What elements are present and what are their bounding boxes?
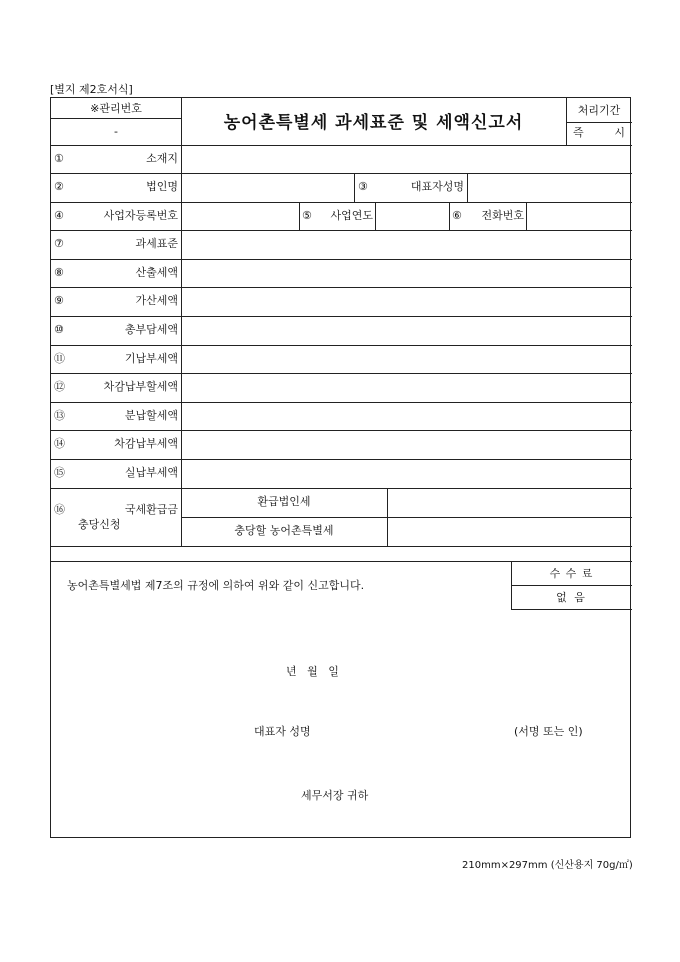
national-tax-refund-label: ⑯국세환급금 xyxy=(54,503,178,516)
net-tax-payable-label: ⑫차감납부할세액 xyxy=(54,380,178,393)
calculated-tax-label: ⑧산출세액 xyxy=(54,266,178,279)
refund-application-label: 충당신청 xyxy=(78,518,121,531)
representative-name-label: ③대표자성명 xyxy=(358,180,464,193)
business-registration-number-label: ④사업자등록번호 xyxy=(54,209,178,222)
fee-label: 수 수 료 xyxy=(549,567,594,580)
corporation-name-label: ②법인명 xyxy=(54,180,178,193)
business-year-label: ⑤사업연도 xyxy=(302,209,373,222)
date-line: 년 월 일 xyxy=(286,665,339,678)
management-number-label: ※관리번호 xyxy=(90,102,142,115)
offset-special-tax-label: 충당할 농어촌특별세 xyxy=(234,524,334,537)
form-title: 농어촌특별세 과세표준 및 세액신고서 xyxy=(223,113,524,133)
prepaid-tax-label: ⑪기납부세액 xyxy=(54,352,178,365)
processing-period-label: 처리기간 xyxy=(577,104,621,117)
processing-period-value: 즉 시 xyxy=(573,126,625,139)
paper-size-note: 210mm×297mm (신산용지 70g/㎡) xyxy=(462,860,633,871)
signature-or-seal-label: (서명 또는 인) xyxy=(514,725,583,738)
total-tax-burden-label: ⑩총부담세액 xyxy=(54,323,178,336)
declaration-statement: 농어촌특별세법 제7조의 규정에 의하여 위와 같이 신고합니다. xyxy=(67,579,365,592)
additional-tax-label: ⑨가산세액 xyxy=(54,294,178,307)
location-label: ①소재지 xyxy=(54,152,178,165)
management-number-value: - xyxy=(114,125,118,138)
form-number-label: [별지 제2호서식] xyxy=(50,83,133,96)
refund-corporate-tax-label: 환급법인세 xyxy=(257,495,311,508)
representative-signature-label: 대표자 성명 xyxy=(254,725,311,738)
actual-tax-paid-label: ⑮실납부세액 xyxy=(54,466,178,479)
installment-tax-label: ⑬분납할세액 xyxy=(54,409,178,422)
tax-office-addressee: 세무서장 귀하 xyxy=(301,789,369,802)
fee-value: 없 음 xyxy=(556,591,587,604)
tax-return-form xyxy=(50,97,631,838)
phone-number-label: ⑥전화번호 xyxy=(452,209,524,222)
tax-base-label: ⑦과세표준 xyxy=(54,237,178,250)
net-tax-paid-label: ⑭차감납부세액 xyxy=(54,437,178,450)
